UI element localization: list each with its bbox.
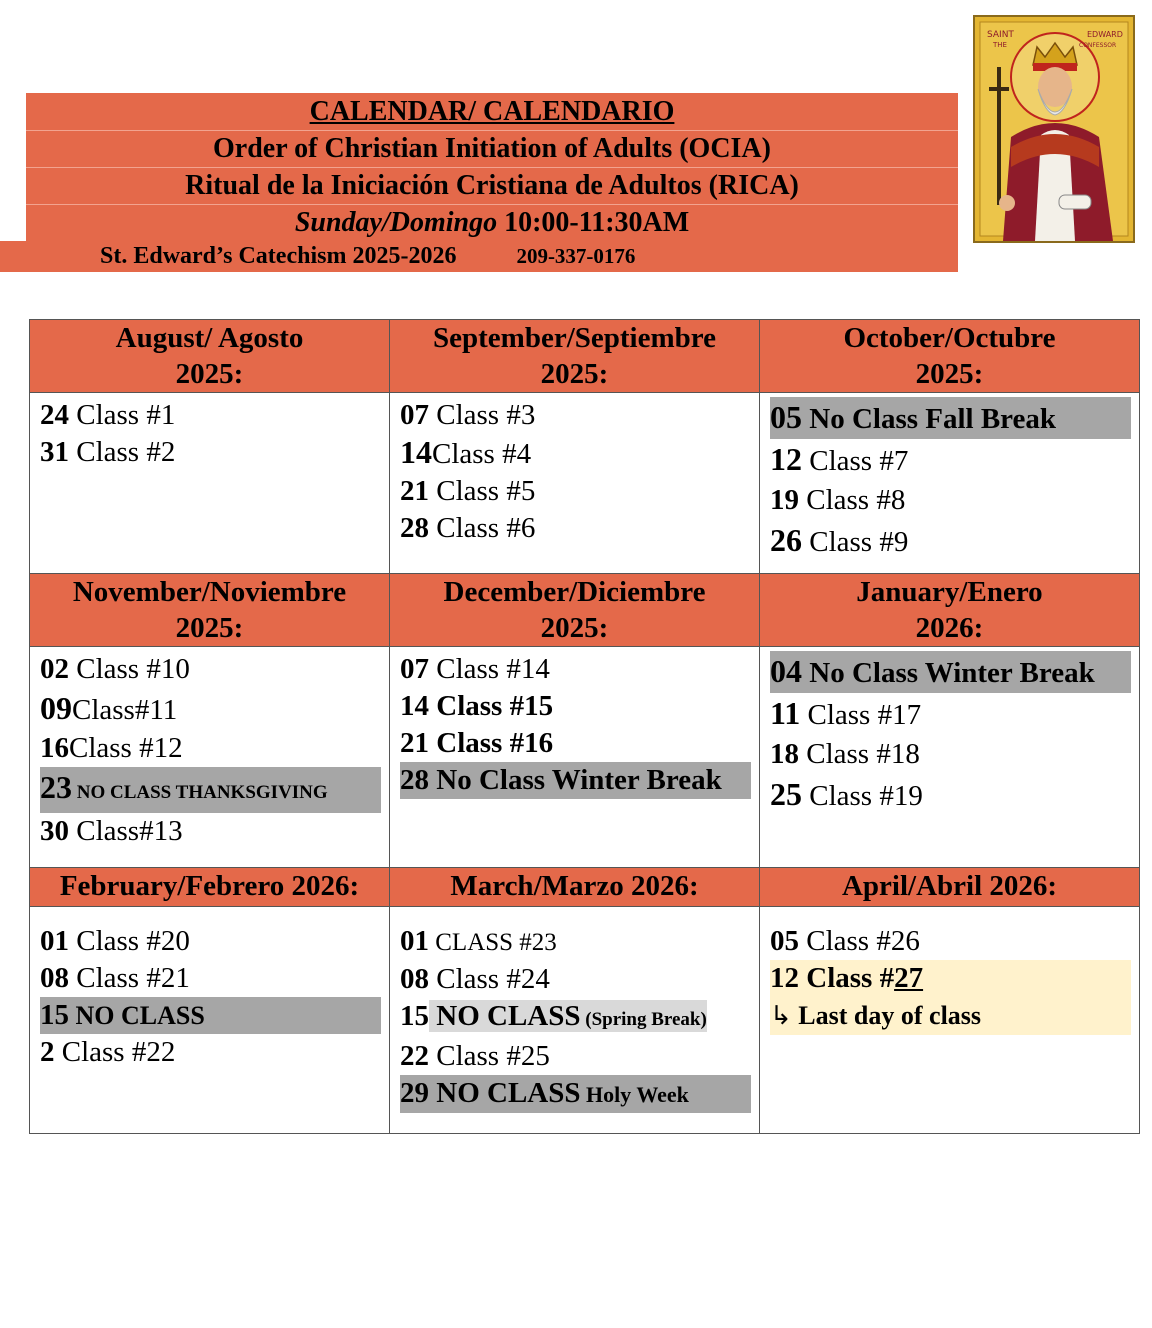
month-year: 2025: [175,612,244,644]
month-year: 2026: [915,612,984,644]
list-item: 12 Class #27 [770,960,1131,997]
month-header-august [30,320,390,393]
month-cell-april [760,907,1140,1134]
list-item: 09Class#11 [40,690,178,726]
parish-line [100,241,635,272]
parish-phone: 209-337-0176 [516,244,636,268]
list-item: 2 Class #22 [40,1036,176,1068]
calendar-title: CALENDAR/ CALENDARIO [309,96,675,127]
list-item: 08 Class #21 [40,962,190,994]
list-item: 30 Class#13 [40,815,183,847]
month-cell-february [30,907,390,1134]
month-cell-august [30,393,390,574]
month-header-april: April/Abril 2026: [760,868,1140,907]
icon-label-edward: EDWARD [1087,30,1123,39]
month-name: December/Diciembre [443,576,706,608]
parish-name: St. Edward’s Catechism 2025-2026 [100,243,457,269]
month-header-september [390,320,760,393]
list-item: 21 Class #16 [400,727,554,759]
month-header-february: February/Febrero 2026: [30,868,390,907]
list-item: 28 No Class Winter Break [400,762,751,799]
month-year: 2025: [175,358,244,390]
saint-edward-icon [973,15,1135,243]
icon-label-saint: SAINT [987,30,1014,40]
list-item: 26 Class #9 [770,522,909,558]
list-item: 21 Class #5 [400,475,536,507]
list-item: 24 Class #1 [40,399,176,431]
month-header-december [390,574,760,647]
list-item: 14 Class #15 [400,690,554,722]
month-cell-september [390,393,760,574]
list-item: 01 CLASS #23 [400,925,557,957]
list-item: 07 Class #14 [400,653,550,685]
schedule-time [26,204,958,241]
month-name: August/ Agosto [115,322,304,354]
list-item: 01 Class #20 [40,925,190,957]
month-cell-october [760,393,1140,574]
list-item: 22 Class #25 [400,1040,550,1072]
list-item: 08 Class #24 [400,963,550,995]
program-title-english: Order of Christian Initiation of Adults (OCIA) [213,133,771,164]
list-item: 05 Class #26 [770,925,920,957]
icon-label-confessor: CONFESSOR [1079,42,1117,49]
month-header-january [760,574,1140,647]
program-title-spanish: Ritual de la Iniciación Cristiana de Adultos (RICA) [185,170,799,201]
list-item: 18 Class #18 [770,738,920,770]
list-item: 05 No Class Fall Break [770,397,1131,439]
list-item: 25 Class #19 [770,776,923,812]
icon-label-the: THE [993,41,1007,49]
list-item: 12 Class #7 [770,441,909,477]
list-item: 15 NO CLASS [40,997,381,1034]
month-cell-november [30,647,390,868]
month-year: 2025: [540,358,609,390]
list-item: ↳ Last day of class [770,997,1131,1035]
month-cell-january [760,647,1140,868]
schedule-day: Sunday/Domingo [294,207,498,238]
list-item: 23 NO CLASS THANKSGIVING [40,767,381,813]
list-item: 16Class #12 [40,732,183,764]
list-item: 11 Class #17 [770,695,922,731]
list-item: 29 NO CLASS Holy Week [400,1075,751,1113]
list-item: 15 NO CLASS (Spring Break) [400,1000,707,1032]
month-header-november [30,574,390,647]
list-item: 07 Class #3 [400,399,536,431]
list-item: 14Class #4 [400,434,532,470]
month-year: 2025: [540,612,609,644]
list-item: 28 Class #6 [400,512,536,544]
month-cell-december [390,647,760,868]
month-header-march: March/Marzo 2026: [390,868,760,907]
month-name: September/Septiembre [433,322,716,354]
saint-icon-image [975,17,1133,241]
list-item: 31 Class #2 [40,436,176,468]
month-cell-march [390,907,760,1134]
month-year: 2025: [915,358,984,390]
return-arrow-icon: ↳ [770,1001,792,1031]
month-header-october [760,320,1140,393]
list-item: 04 No Class Winter Break [770,651,1131,693]
calendar-table [29,319,1140,1134]
schedule-hours: 10:00-11:30AM [497,207,690,238]
month-name: October/Octubre [843,322,1056,354]
list-item: 02 Class #10 [40,653,190,685]
month-name: November/Noviembre [72,576,347,608]
list-item: 19 Class #8 [770,484,906,516]
month-name: January/Enero [856,576,1043,608]
